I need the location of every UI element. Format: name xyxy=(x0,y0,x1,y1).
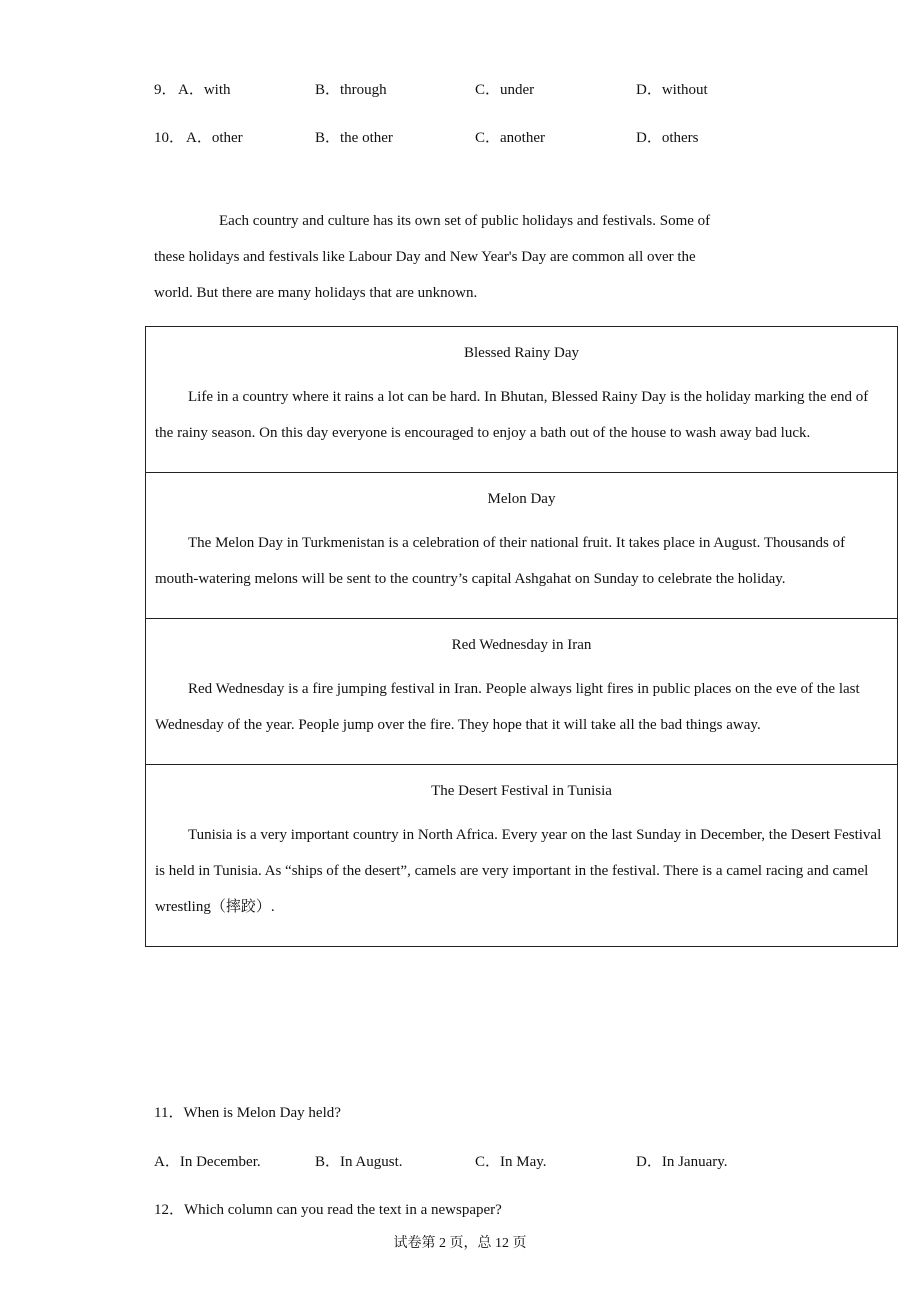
festival-cell xyxy=(146,765,898,947)
question-12-text: 12．Which column can you read the text in a newspaper? xyxy=(154,1202,502,1218)
question-9-option-a[interactable]: A．with xyxy=(178,82,231,98)
festival-cell xyxy=(146,473,898,619)
question-10-option-a[interactable]: A．other xyxy=(186,130,243,146)
question-10-number: 10． xyxy=(154,130,185,146)
question-10-option-d[interactable]: D．others xyxy=(636,130,699,146)
question-10-option-b[interactable]: B．the other xyxy=(315,130,393,146)
question-11-text: 11．When is Melon Day held? xyxy=(154,1105,341,1121)
festival-title: Blessed Rainy Day xyxy=(464,345,579,361)
intro-line-3: world. But there are many holidays that are unknown. xyxy=(154,285,478,301)
question-9-option-b[interactable]: B．through xyxy=(315,82,387,98)
intro-line-2: these holidays and festivals like Labour Day and New Year's Day are common all over the xyxy=(154,249,696,265)
festival-cell xyxy=(146,619,898,765)
question-10-options xyxy=(0,126,920,148)
festival-row xyxy=(146,619,898,765)
festival-description: Tunisia is a very important country in North Africa. Every year on the last Sunday in December, the Desert Festival is held in Tunisia. As “ships of the desert”, camels are very important in the festival. There is a camel racing and camel wrestling（摔跤）. xyxy=(155,827,882,915)
question-11-option-a[interactable]: A．In December. xyxy=(154,1154,261,1170)
festival-title: The Desert Festival in Tunisia xyxy=(431,783,612,799)
festival-row xyxy=(146,473,898,619)
festival-description: Red Wednesday is a fire jumping festival in Iran. People always light fires in public places on the eve of the last Wednesday of the year. People jump over the fire. They hope that it will take all the bad things away. xyxy=(155,681,860,733)
question-10-option-c[interactable]: C．another xyxy=(475,130,545,146)
question-11-option-b[interactable]: B．In August. xyxy=(315,1154,403,1170)
question-9-option-d[interactable]: D．without xyxy=(636,82,708,98)
question-11-option-d[interactable]: D．In January. xyxy=(636,1154,728,1170)
festival-row xyxy=(146,765,898,947)
question-9-option-c[interactable]: C．under xyxy=(475,82,535,98)
question-9-options xyxy=(0,78,920,100)
question-11-options xyxy=(0,1150,920,1172)
festival-title: Red Wednesday in Iran xyxy=(451,637,592,653)
festival-cell xyxy=(146,327,898,473)
festival-description: The Melon Day in Turkmenistan is a celebration of their national fruit. It takes place in August. Thousands of mouth-watering melons will be sent to the country’s capital Ashgahat on Sunday to celebrate the holiday. xyxy=(155,535,846,587)
question-9-number: 9． xyxy=(154,82,177,98)
question-11-option-c[interactable]: C．In May. xyxy=(475,1154,547,1170)
festival-title: Melon Day xyxy=(487,491,556,507)
intro-line-1: Each country and culture has its own set of public holidays and festivals. Some of xyxy=(219,213,711,229)
festival-description: Life in a country where it rains a lot can be hard. In Bhutan, Blessed Rainy Day is the holiday marking the end of the rainy season. On this day everyone is encouraged to enjoy a bath out of the house to wash away bad luck. xyxy=(155,389,869,441)
festivals-table xyxy=(145,326,898,947)
page-footer: 试卷第 2 页，总 12 页 xyxy=(393,1236,527,1251)
festival-row xyxy=(146,327,898,473)
